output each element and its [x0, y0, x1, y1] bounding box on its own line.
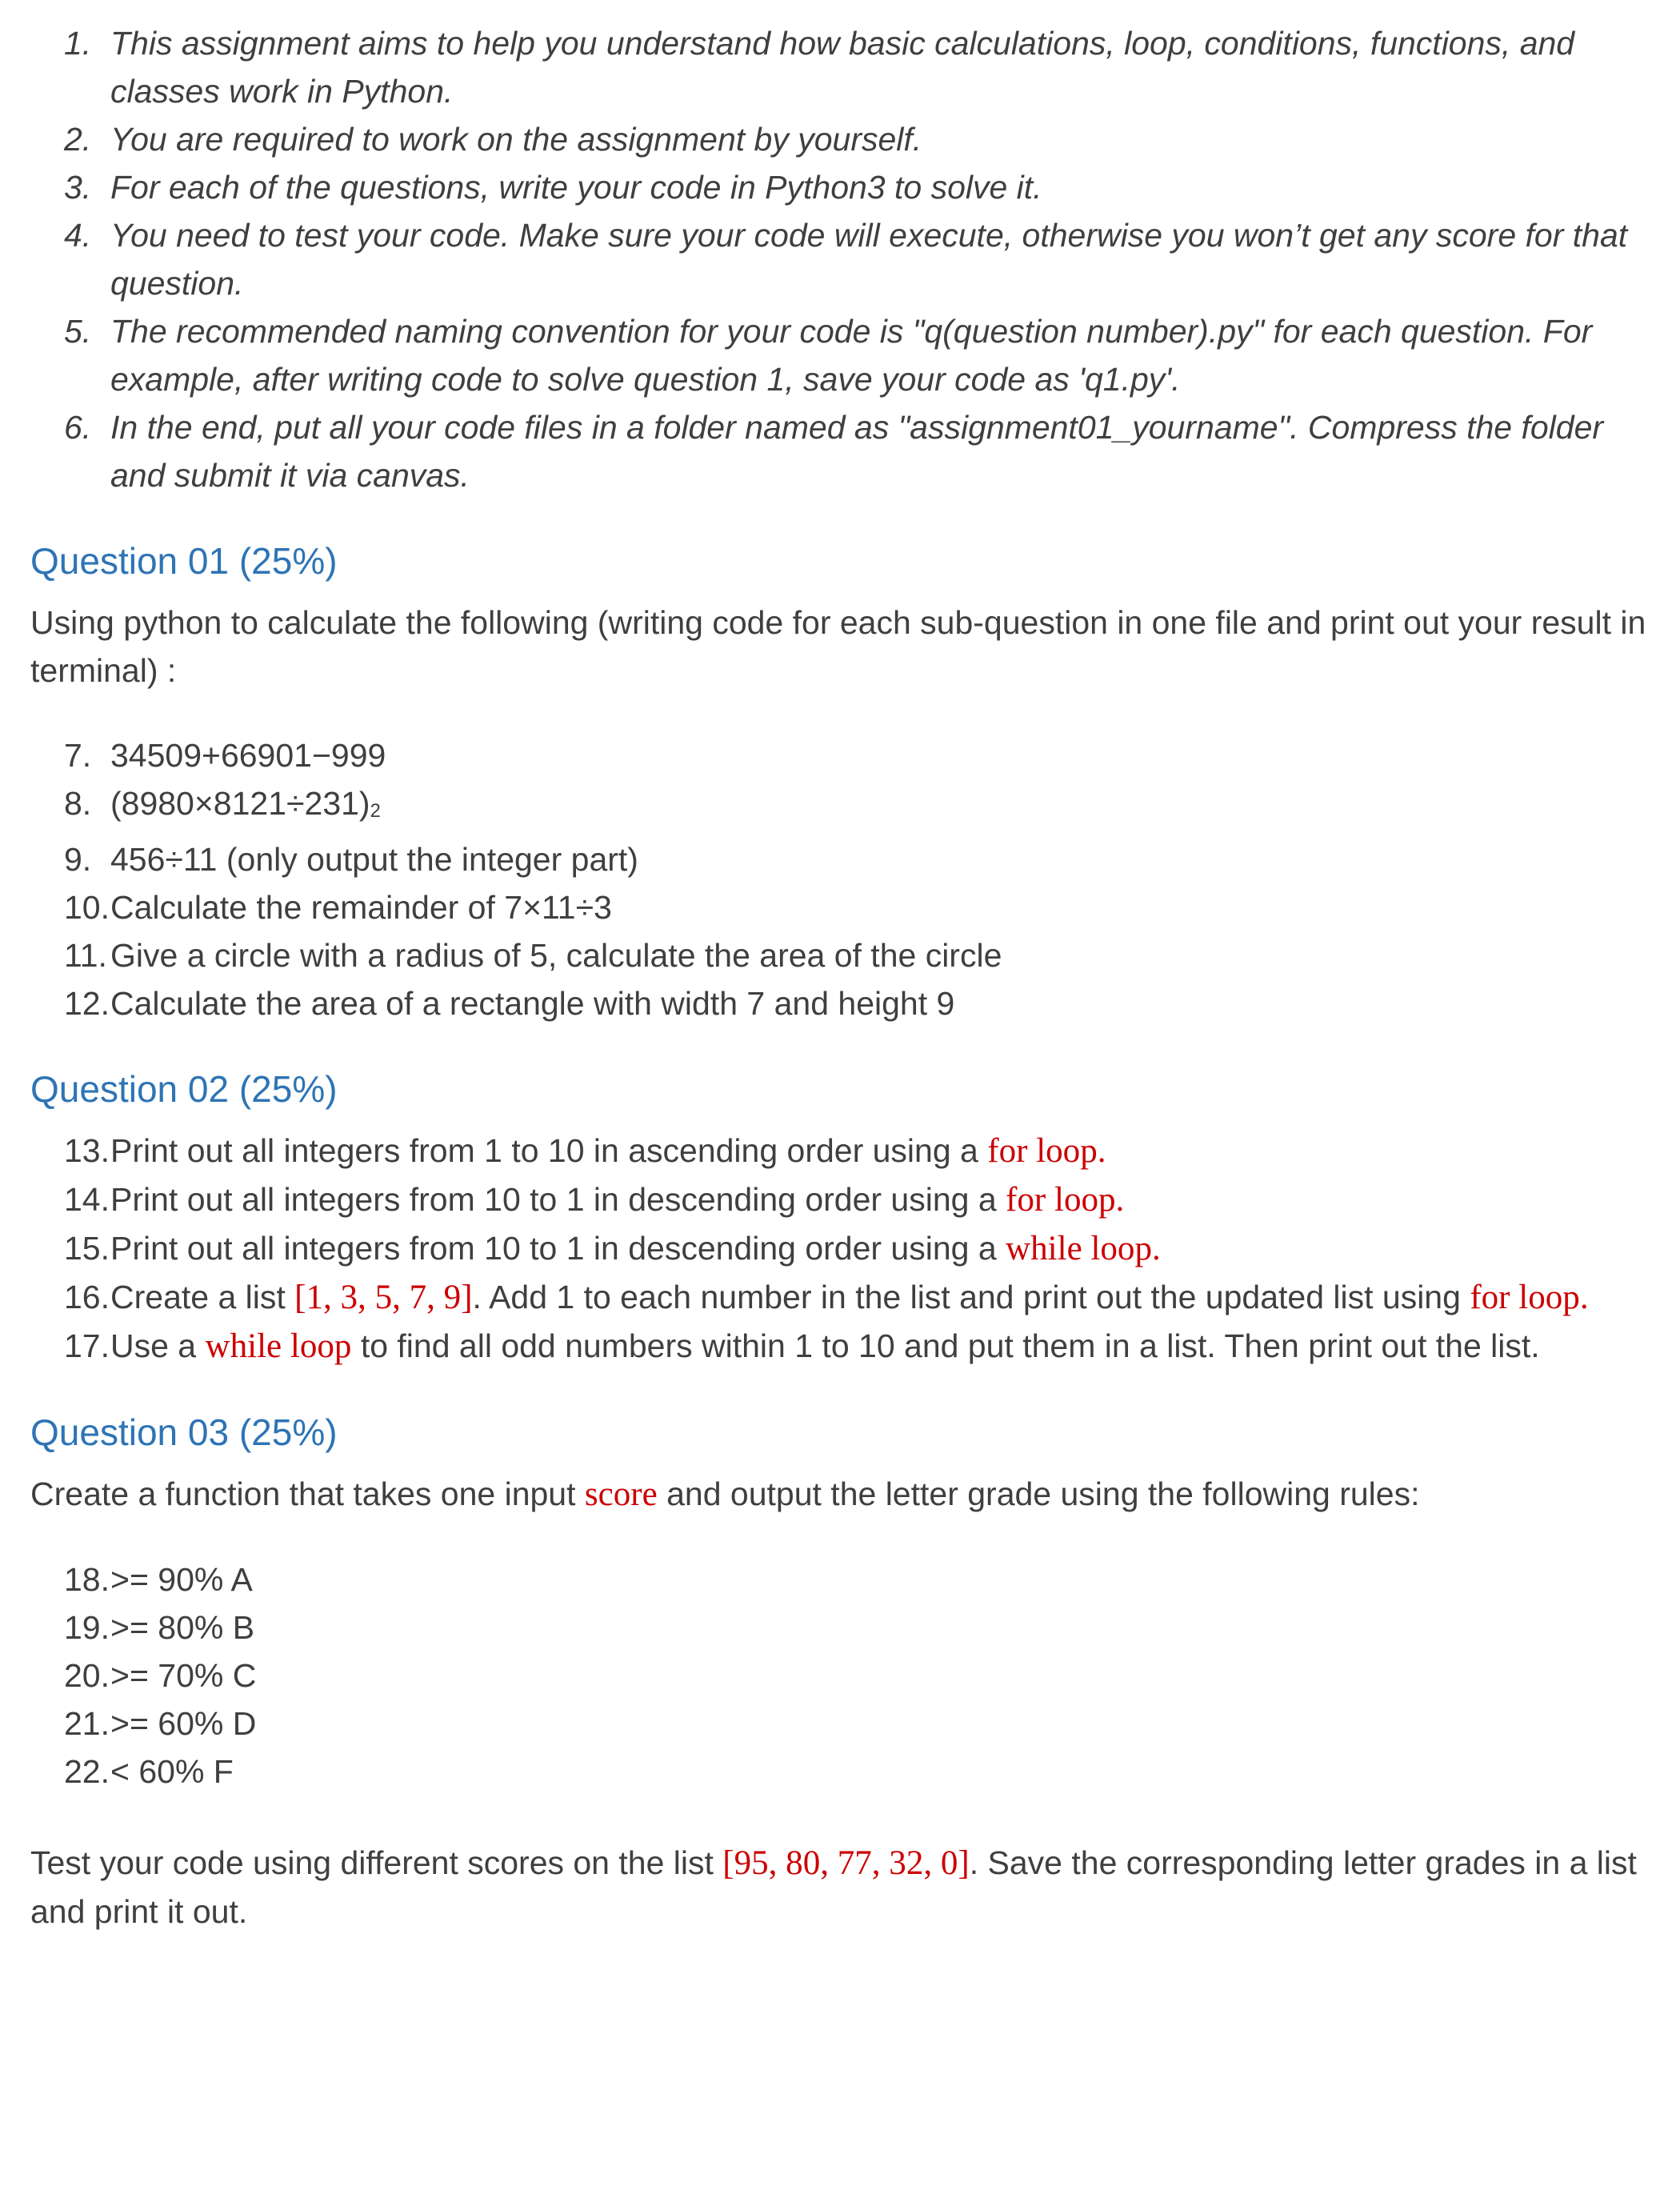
list-item [64, 835, 1648, 883]
list-item [64, 883, 1648, 931]
question-01-heading: Question 01 (25%) [30, 540, 338, 582]
highlighted-text: . [1151, 1229, 1161, 1267]
text-segment: >= 70% C [110, 1656, 257, 1694]
text-segment: Calculate the area of a rectangle with width 7 and height 9 [110, 984, 955, 1022]
list-item-number: 5. [64, 313, 92, 350]
list-item [64, 403, 1648, 499]
question-01-intro-paragraph: Using python to calculate the following (writing code for each sub-question in one file and print out your result in terminal) : [30, 604, 1646, 689]
list-item [64, 19, 1648, 115]
list-item-text [110, 211, 1648, 307]
list-item [64, 1555, 1648, 1603]
list-item-text [110, 1700, 1648, 1748]
list-item-number: 7. [64, 737, 92, 774]
list-item-number: 10. [64, 888, 110, 926]
question-03-heading: Question 03 (25%) [30, 1411, 338, 1453]
list-item [64, 1175, 1648, 1224]
text-segment: (8980×8121÷231) [110, 785, 370, 822]
list-item-text [110, 1748, 1648, 1796]
list-item [64, 163, 1648, 211]
text-segment: For each of the questions, write your code in Python3 to solve it. [110, 169, 1042, 206]
highlighted-text: while loop [1006, 1229, 1152, 1267]
question-02-list [64, 1127, 1648, 1371]
list-item-number: 11. [64, 936, 107, 974]
list-item [64, 1273, 1648, 1322]
text-segment: Use a [110, 1327, 206, 1364]
list-item-number: 14. [64, 1180, 110, 1218]
list-item [64, 979, 1648, 1027]
text-segment: The recommended naming convention for your code is "q(question number).py" for each question. For example, after writing code to solve question 1, save your code as 'q1.py'. [110, 313, 1593, 398]
highlighted-text: while loop [205, 1327, 352, 1365]
list-item-number: 13. [64, 1131, 110, 1169]
text-segment: This assignment aims to help you understand how basic calculations, loop, conditions, functions, and classes work in Python. [110, 25, 1575, 110]
list-item-text [110, 1273, 1648, 1322]
list-item-number: 3. [64, 169, 92, 206]
list-item [64, 1224, 1648, 1273]
list-item-number: 17. [64, 1327, 110, 1364]
text-segment: >= 90% A [110, 1560, 253, 1598]
list-item-text [110, 731, 1648, 779]
list-item-text [110, 307, 1648, 403]
section-question-03 [30, 1407, 1648, 1936]
list-item-text [110, 883, 1648, 931]
text-segment: In the end, put all your code files in a folder named as "assignment01_yourname". Compress the folder and submit it via canvas. [110, 409, 1604, 494]
list-item-text [110, 1175, 1648, 1224]
text-segment: >= 60% D [110, 1704, 257, 1742]
list-item [64, 1748, 1648, 1796]
question-03-list [64, 1555, 1648, 1796]
list-item-text [110, 163, 1648, 211]
list-item [64, 731, 1648, 779]
list-item-text [110, 931, 1648, 979]
section-question-01 [30, 536, 1648, 1027]
list-item-text [110, 19, 1648, 115]
list-item-number: 9. [64, 840, 92, 878]
text-segment: Calculate the remainder of 7×11÷3 [110, 888, 612, 926]
list-item-number: 22. [64, 1752, 110, 1790]
text-segment: . Save the corresponding letter grades in a list and print it out. [30, 1844, 1637, 1930]
list-item [64, 211, 1648, 307]
highlighted-text: for loop [1006, 1180, 1116, 1219]
text-segment: >= 80% B [110, 1608, 255, 1646]
text-segment: Print out all integers from 10 to 1 in descending order using a [110, 1229, 1006, 1267]
text-segment: and output the letter grade using the following rules: [657, 1475, 1420, 1512]
section-question-02 [30, 1064, 1648, 1371]
list-item [64, 1127, 1648, 1175]
subscript-text: 2 [370, 799, 381, 822]
text-segment: < 60% F [110, 1752, 234, 1790]
question-01-list [64, 731, 1648, 1027]
list-item [64, 779, 1648, 835]
list-item-number: 19. [64, 1608, 110, 1646]
list-item [64, 931, 1648, 979]
list-item-number: 15. [64, 1229, 110, 1267]
list-item-number: 1. [64, 25, 92, 62]
list-item [64, 307, 1648, 403]
text-segment: . Add 1 to each number in the list and print out the updated list using [472, 1278, 1470, 1315]
highlighted-text: . [1115, 1180, 1125, 1219]
list-item-text [110, 1555, 1648, 1603]
highlighted-text: [1, 3, 5, 7, 9] [294, 1278, 473, 1316]
list-item-text [110, 1322, 1648, 1371]
text-segment: Print out all integers from 10 to 1 in descending order using a [110, 1180, 1006, 1218]
list-item-number: 4. [64, 217, 92, 254]
list-item [64, 1700, 1648, 1748]
text-segment: You need to test your code. Make sure your code will execute, otherwise you won’t get any score for that question. [110, 217, 1628, 302]
text-segment: to find all odd numbers within 1 to 10 and put them in a list. Then print out the list. [351, 1327, 1540, 1364]
list-item-number: 12. [64, 984, 110, 1022]
list-item-number: 8. [64, 785, 92, 822]
list-item-text [110, 1224, 1648, 1273]
text-segment: Create a list [110, 1278, 295, 1315]
highlighted-text: for loop [987, 1131, 1098, 1170]
list-item-number: 20. [64, 1656, 110, 1694]
question-02-heading: Question 02 (25%) [30, 1067, 338, 1110]
list-item-text [110, 835, 1648, 883]
list-item [64, 115, 1648, 163]
list-item-number: 18. [64, 1560, 110, 1598]
text-segment: 34509+66901−999 [110, 737, 386, 774]
general-instructions-list [64, 19, 1648, 499]
list-item-text [110, 779, 1648, 835]
list-item-number: 16. [64, 1278, 110, 1315]
list-item-text [110, 403, 1648, 499]
list-item [64, 1603, 1648, 1652]
question-03-closing-paragraph [30, 1839, 1648, 1936]
highlighted-text: [95, 80, 77, 32, 0] [722, 1844, 970, 1882]
highlighted-text: score [584, 1475, 658, 1513]
list-item-number: 21. [64, 1704, 110, 1742]
text-segment: 456÷11 (only output the integer part) [110, 840, 638, 878]
text-segment: You are required to work on the assignment by yourself. [110, 121, 922, 158]
list-item-text [110, 1603, 1648, 1652]
text-segment: Give a circle with a radius of 5, calculate the area of the circle [110, 936, 1002, 974]
highlighted-text: . [1097, 1131, 1106, 1170]
list-item-text [110, 115, 1648, 163]
highlighted-text: . [1579, 1278, 1589, 1316]
list-item-number: 6. [64, 409, 92, 446]
text-segment: Print out all integers from 1 to 10 in ascending order using a [110, 1131, 988, 1169]
list-item-text [110, 1652, 1648, 1700]
highlighted-text: for loop [1470, 1278, 1580, 1316]
question-03-intro-paragraph [30, 1470, 1648, 1519]
text-segment: Test your code using different scores on the list [30, 1844, 723, 1881]
list-item [64, 1652, 1648, 1700]
list-item-number: 2. [64, 121, 92, 158]
text-segment: Create a function that takes one input [30, 1475, 585, 1512]
list-item-text [110, 1127, 1648, 1175]
list-item [64, 1322, 1648, 1371]
list-item-text [110, 979, 1648, 1027]
